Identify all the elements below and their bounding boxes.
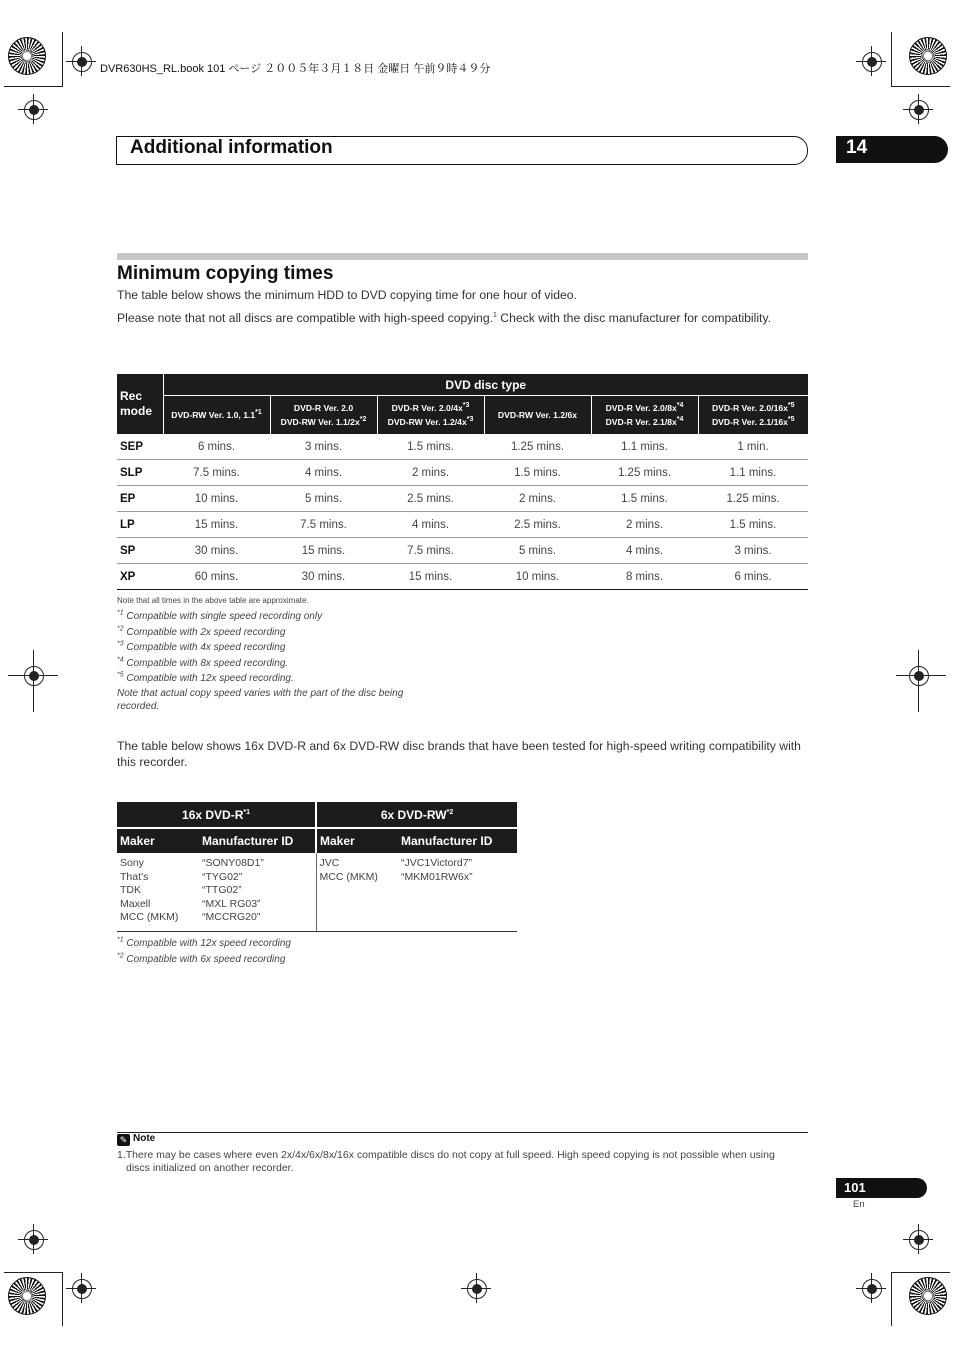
disc-type-header-row	[117, 396, 808, 435]
crop-mark	[4, 1272, 63, 1273]
registration-target-icon	[909, 666, 929, 686]
dvdrw-group-header: 6x DVD-RW$^{*2}$	[316, 802, 517, 828]
dvdr-group-header: 16x DVD-$R^{*1}$	[117, 802, 316, 828]
footnote-item	[117, 656, 447, 672]
maker-item: JVC	[319, 857, 340, 869]
disc-type-line	[271, 415, 377, 429]
registration-starburst-icon	[8, 1277, 46, 1315]
rec-mode-cell: SEP	[117, 434, 163, 460]
footnote-text: Compatible with 4x speed recording	[123, 642, 286, 653]
copy-time-cell: 1.5 mins.	[591, 486, 698, 512]
registration-target-icon	[72, 52, 92, 72]
section-divider	[117, 253, 808, 260]
crop-mark	[891, 1272, 950, 1273]
crosshair-line	[33, 650, 34, 712]
footnote-mark: *3	[466, 416, 474, 424]
manufacturer-id-column-header: Manufacturer ID	[199, 828, 316, 853]
footnote-mark: *1	[255, 409, 262, 417]
copy-time-cell: 15 mins.	[270, 538, 377, 564]
disc-type-header-6	[698, 396, 808, 435]
table-row	[117, 538, 808, 564]
copy-time-cell: 15 mins.	[377, 564, 484, 590]
copy-time-cell: 7.5 mins.	[270, 512, 377, 538]
copy-time-cell: 6 mins.	[163, 434, 270, 460]
registration-target-icon	[862, 1279, 882, 1299]
speed-note: Note that actual copy speed varies with the part of the disc being recorded.	[117, 687, 404, 712]
chapter-title: Additional information	[130, 137, 333, 158]
copy-time-cell: 5 mins.	[270, 486, 377, 512]
footnote-mark: *3	[117, 640, 124, 648]
registration-starburst-icon	[8, 37, 46, 75]
copy-time-cell: 2.5 mins.	[484, 512, 591, 538]
pencil-note-icon: ✎	[117, 1134, 130, 1146]
maker-item: MCC (MKM)	[120, 911, 179, 923]
copy-time-cell: 6 mins.	[698, 564, 808, 590]
footnote-text: Compatible with 12x speed recording.	[123, 673, 294, 684]
copy-time-cell: 1 min.	[698, 434, 808, 460]
crosshair-line	[896, 675, 946, 676]
manufacturer-id-item: “JVC1Victord7”	[401, 857, 473, 869]
copy-time-cell: 4 mins.	[591, 538, 698, 564]
table-row	[117, 460, 808, 486]
rec-mode-cell: SLP	[117, 460, 163, 486]
manufacturer-id-item: “MCCRG20”	[202, 911, 261, 923]
footnote-mark: *2	[359, 416, 367, 424]
table-row	[117, 512, 808, 538]
rec-mode-cell: XP	[117, 564, 163, 590]
copy-time-cell: 30 mins.	[163, 538, 270, 564]
copy-time-cell: 30 mins.	[270, 564, 377, 590]
crop-mark	[62, 32, 63, 86]
disc-type-header-2	[270, 396, 377, 435]
registration-target-icon	[24, 666, 44, 686]
brands-footnotes	[117, 936, 291, 968]
crop-mark	[891, 1272, 892, 1326]
disc-type-text: DVD-RW Ver. 1.2/6x	[497, 410, 578, 420]
crosshair-line	[81, 46, 82, 76]
disc-type-line	[378, 415, 484, 429]
crop-mark	[62, 1272, 63, 1326]
rec-mode-cell: EP	[117, 486, 163, 512]
footnote-mark: *4	[676, 402, 684, 410]
footnote-mark: *1	[117, 609, 124, 617]
copy-time-cell: 5 mins.	[484, 538, 591, 564]
footnote-text: Compatible with 8x speed recording.	[123, 657, 289, 669]
footnote-text: Compatible with single speed recording only	[123, 611, 323, 622]
footnote-item	[117, 640, 447, 656]
disc-type-line	[592, 415, 698, 429]
maker-item: Maxell	[120, 897, 151, 910]
note-line: 1.There may be cases where even 2x/4x/6x/8x/16x compatible discs do not copy at full speed. High speed copying is not possible when using	[117, 1149, 775, 1161]
footnote-mark: *2	[117, 625, 124, 633]
footnote-mark: *5	[787, 402, 795, 410]
approx-note: Note that all times in the above table are approximate.	[117, 596, 309, 605]
disc-type-text: DVD-R Ver. 2.1/16x	[711, 417, 788, 427]
copy-time-cell: 8 mins.	[591, 564, 698, 590]
disc-type-header-1	[163, 396, 270, 435]
copy-time-cell: 60 mins.	[163, 564, 270, 590]
dvd-disc-type-header: DVD disc type	[163, 374, 808, 396]
maker-column-header: Maker	[117, 828, 199, 853]
table-row	[117, 564, 808, 590]
disc-type-line	[699, 401, 809, 415]
note-text	[117, 1149, 807, 1174]
copy-time-cell: 3 mins.	[698, 538, 808, 564]
copy-time-cell: 4 mins.	[270, 460, 377, 486]
disc-type-text: DVD-RW Ver. 1.0, 1.1	[171, 410, 256, 420]
registration-target-icon	[72, 1279, 92, 1299]
crosshair-line	[81, 1273, 82, 1303]
registration-target-icon	[909, 100, 929, 120]
note-heading: Note	[133, 1133, 156, 1144]
copy-time-cell: 1.5 mins.	[698, 512, 808, 538]
crosshair-line	[476, 1273, 477, 1303]
footnote-text: Compatible with 2x speed recording	[123, 626, 286, 638]
disc-type-line	[699, 415, 809, 429]
dvdr-id-list	[199, 853, 316, 931]
copy-time-cell: 10 mins.	[484, 564, 591, 590]
note-divider	[117, 1132, 808, 1133]
intro-paragraph: The table below shows the minimum HDD to DVD copying time for one hour of video.	[117, 288, 577, 302]
footnote-text: Compatible with 6x speed recording	[123, 954, 286, 965]
disc-type-text: DVD-R Ver. 2.0	[293, 403, 354, 413]
registration-target-icon	[909, 1230, 929, 1250]
disc-type-text: DVD-R Ver. 2.0/8x	[605, 403, 677, 413]
manufacturer-id-item: “MKM01RW6x”	[401, 870, 473, 883]
rec-mode-header: Rec mode	[117, 374, 163, 434]
maker-column-header: Maker	[316, 828, 398, 853]
crosshair-line	[918, 650, 919, 712]
disc-type-line	[271, 401, 377, 415]
dvdrw-id-list	[398, 853, 517, 931]
note-line: discs initialized on another recorder.	[126, 1161, 294, 1174]
crosshair-line	[918, 94, 919, 124]
manufacturer-id-item: “TTG02”	[202, 884, 242, 896]
copy-time-cell: 1.25 mins.	[591, 460, 698, 486]
copy-time-cell: 2 mins.	[484, 486, 591, 512]
copy-time-cell: 2 mins.	[377, 460, 484, 486]
footnote-list	[117, 609, 447, 713]
footnote-mark: *1	[117, 936, 124, 944]
disc-type-text: DVD-RW Ver. 1.1/2x	[280, 417, 360, 427]
print-header: DVR630HS_RL.book 101 ページ ２００５年３月１８日 金曜日 午前９時４９分	[100, 63, 491, 75]
copy-time-cell: 7.5 mins.	[163, 460, 270, 486]
disc-type-line	[592, 401, 698, 415]
registration-starburst-icon	[909, 37, 947, 75]
maker-item: MCC (MKM)	[319, 870, 378, 883]
disc-type-header-5	[591, 396, 698, 435]
footnote-text: Compatible with 12x speed recording	[123, 938, 291, 949]
crosshair-line	[871, 1273, 872, 1303]
footnote-item	[117, 625, 447, 641]
disc-type-line	[164, 408, 270, 422]
registration-starburst-icon	[909, 1277, 947, 1315]
disc-type-line	[378, 401, 484, 415]
table-row	[117, 434, 808, 460]
copy-time-cell: 3 mins.	[270, 434, 377, 460]
registration-target-icon	[24, 1230, 44, 1250]
crosshair-line	[33, 94, 34, 124]
crop-mark	[891, 32, 892, 86]
crop-mark	[891, 86, 950, 87]
registration-target-icon	[862, 52, 882, 72]
manufacturer-id-item: “TYG02”	[202, 870, 243, 883]
crosshair-line	[871, 46, 872, 76]
disc-type-header-3	[377, 396, 484, 435]
disc-type-text: DVD-R Ver. 2.0/16x	[711, 403, 788, 413]
copy-time-cell: 10 mins.	[163, 486, 270, 512]
page-number: 101	[844, 1180, 866, 1195]
page-language: En	[853, 1199, 865, 1210]
section-title: Minimum copying times	[117, 263, 334, 284]
crosshair-line	[33, 1224, 34, 1254]
compat-paragraph: Please note that not all discs are compatible with high-speed copying.$^1$ Check with the disc manufacturer for compatibility.	[117, 311, 772, 325]
footnote-mark: *5	[787, 416, 795, 424]
brands-intro: The table below shows 16x DVD-R and 6x DVD-RW disc brands that have been tested for high-speed writing compatibility with this recorder.	[117, 739, 801, 769]
copy-time-cell: 1.5 mins.	[377, 434, 484, 460]
disc-type-line	[485, 408, 591, 422]
copy-time-cell: 15 mins.	[163, 512, 270, 538]
table-row	[117, 486, 808, 512]
copy-time-cell: 2.5 mins.	[377, 486, 484, 512]
maker-item: That’s	[120, 870, 149, 883]
rec-mode-cell: LP	[117, 512, 163, 538]
registration-target-icon	[467, 1279, 487, 1299]
crop-mark	[4, 86, 63, 87]
copy-times-table	[117, 374, 808, 590]
footnote-item	[117, 952, 291, 968]
maker-item: TDK	[120, 884, 141, 896]
disc-type-text: DVD-R Ver. 2.0/4x	[391, 403, 463, 413]
footnote-mark: *2	[117, 952, 124, 960]
dvdr-maker-list	[117, 853, 199, 931]
footnote-mark: *3	[462, 402, 470, 410]
manufacturer-id-item: “SONY08D1”	[202, 857, 264, 869]
copy-time-cell: 4 mins.	[377, 512, 484, 538]
disc-type-text: DVD-R Ver. 2.1/8x	[605, 417, 677, 427]
copy-time-cell: 1.1 mins.	[698, 460, 808, 486]
disc-brands-table	[117, 802, 517, 932]
footnote-item	[117, 671, 447, 687]
dvdrw-maker-list	[316, 853, 398, 931]
manufacturer-id-item: “MXL RG03”	[202, 897, 261, 910]
crosshair-line	[918, 1224, 919, 1254]
footnote-item	[117, 936, 291, 952]
footnote-item	[117, 609, 447, 625]
maker-item: Sony	[120, 857, 144, 869]
footnote-mark: *5	[117, 671, 124, 679]
copy-time-cell: 1.25 mins.	[698, 486, 808, 512]
copy-time-cell: 1.1 mins.	[591, 434, 698, 460]
disc-type-text: DVD-RW Ver. 1.2/4x	[387, 417, 467, 427]
disc-type-header-4	[484, 396, 591, 435]
copy-time-cell: 2 mins.	[591, 512, 698, 538]
rec-mode-cell: SP	[117, 538, 163, 564]
copy-time-cell: 7.5 mins.	[377, 538, 484, 564]
footnote-mark: *4	[676, 416, 684, 424]
copy-time-cell: 1.5 mins.	[484, 460, 591, 486]
manufacturer-id-column-header: Manufacturer ID	[398, 828, 517, 853]
footnote-mark: *4	[117, 656, 124, 664]
registration-target-icon	[24, 100, 44, 120]
chapter-number: 14	[846, 137, 868, 158]
copy-time-cell: 1.25 mins.	[484, 434, 591, 460]
